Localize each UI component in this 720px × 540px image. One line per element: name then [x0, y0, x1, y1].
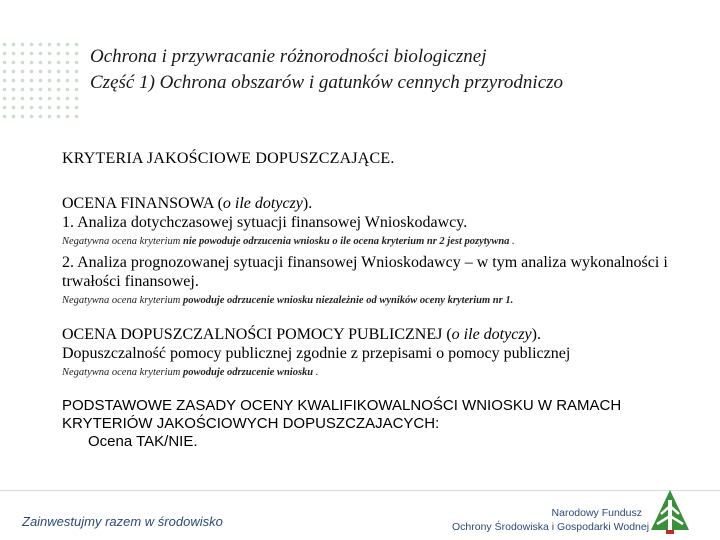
note1-bold: nie powoduje odrzucenia wniosku o ile ocena kryterium nr 2 jest pozytywna: [183, 236, 510, 247]
public-aid-note-prefix: Negatywna ocena kryterium: [62, 367, 184, 378]
note1-end: .: [509, 236, 515, 247]
footer-organization: [452, 506, 650, 534]
logo-trunk: [668, 500, 672, 530]
title-line-2: Część 1) Ochrona obszarów i gatunków cennych przyrodniczo: [90, 72, 564, 93]
financial-title-text: OCENA FINANSOWA (: [62, 195, 223, 212]
public-aid-section: [62, 325, 712, 379]
note2-bold: powoduje odrzucenie wniosku niezależnie od wyników oceny kryterium nr 1.: [183, 295, 514, 306]
financial-note-2: [62, 294, 712, 307]
public-aid-note-bold: powoduje odrzucenie wniosku: [183, 367, 314, 378]
public-aid-title-end: ).: [531, 326, 541, 343]
basic-rules-section: [62, 397, 712, 451]
basic-rules-line-2: KRYTERIÓW JAKOŚCIOWYCH DOPUSZCZAJACYCH:: [62, 415, 440, 432]
title-line-1: Ochrona i przywracanie różnorodności biologicznej: [90, 46, 487, 67]
decorative-dot-grid: [0, 40, 80, 120]
footer-divider: [0, 490, 720, 491]
logo-base: [666, 530, 674, 534]
financial-item-2: 2. Analiza prognozowanej sytuacji finansowej Wnioskodawcy – w tym analiza wykonalności i trwałości finansowej.: [62, 254, 668, 290]
slide-content: [62, 150, 712, 451]
public-aid-title-italic: o ile dotyczy: [451, 326, 532, 343]
public-aid-title: [62, 325, 712, 344]
public-aid-title-text: OCENA DOPUSZCZALNOŚCI POMOCY PUBLICZNEJ (: [62, 326, 452, 343]
public-aid-note-end: .: [313, 367, 319, 378]
criteria-heading: KRYTERIA JAKOŚCIOWE DOPUSZCZAJĄCE.: [62, 150, 395, 167]
org-line-2: Ochrony Środowiska i Gospodarki Wodnej: [452, 521, 650, 533]
public-aid-note: [62, 366, 712, 379]
basic-rules-line-3: Ocena TAK/NIE.: [88, 433, 198, 450]
financial-title-italic: o ile dotyczy: [222, 195, 303, 212]
org-line-1: Narodowy Fundusz: [551, 507, 642, 519]
public-aid-text: Dopuszczalność pomocy publicznej zgodnie z przepisami o pomocy publicznej: [62, 345, 571, 362]
financial-note-1: [62, 235, 712, 248]
note2-prefix: Negatywna ocena kryterium: [62, 295, 184, 306]
footer-slogan: Zainwestujmy razem w środowisko: [22, 514, 223, 529]
financial-section-title: [62, 194, 712, 213]
basic-rules-line-1: PODSTAWOWE ZASADY OCENY KWALIFIKOWALNOŚCI WNIOSKU W RAMACH: [62, 397, 622, 414]
note1-prefix: Negatywna ocena kryterium: [62, 236, 184, 247]
nfosigw-tree-logo-icon: [645, 486, 695, 536]
financial-title-end: ).: [302, 195, 313, 212]
slide-title: [90, 44, 710, 96]
financial-item-1: 1. Analiza dotychczasowej sytuacji finansowej Wnioskodawcy.: [62, 214, 468, 231]
